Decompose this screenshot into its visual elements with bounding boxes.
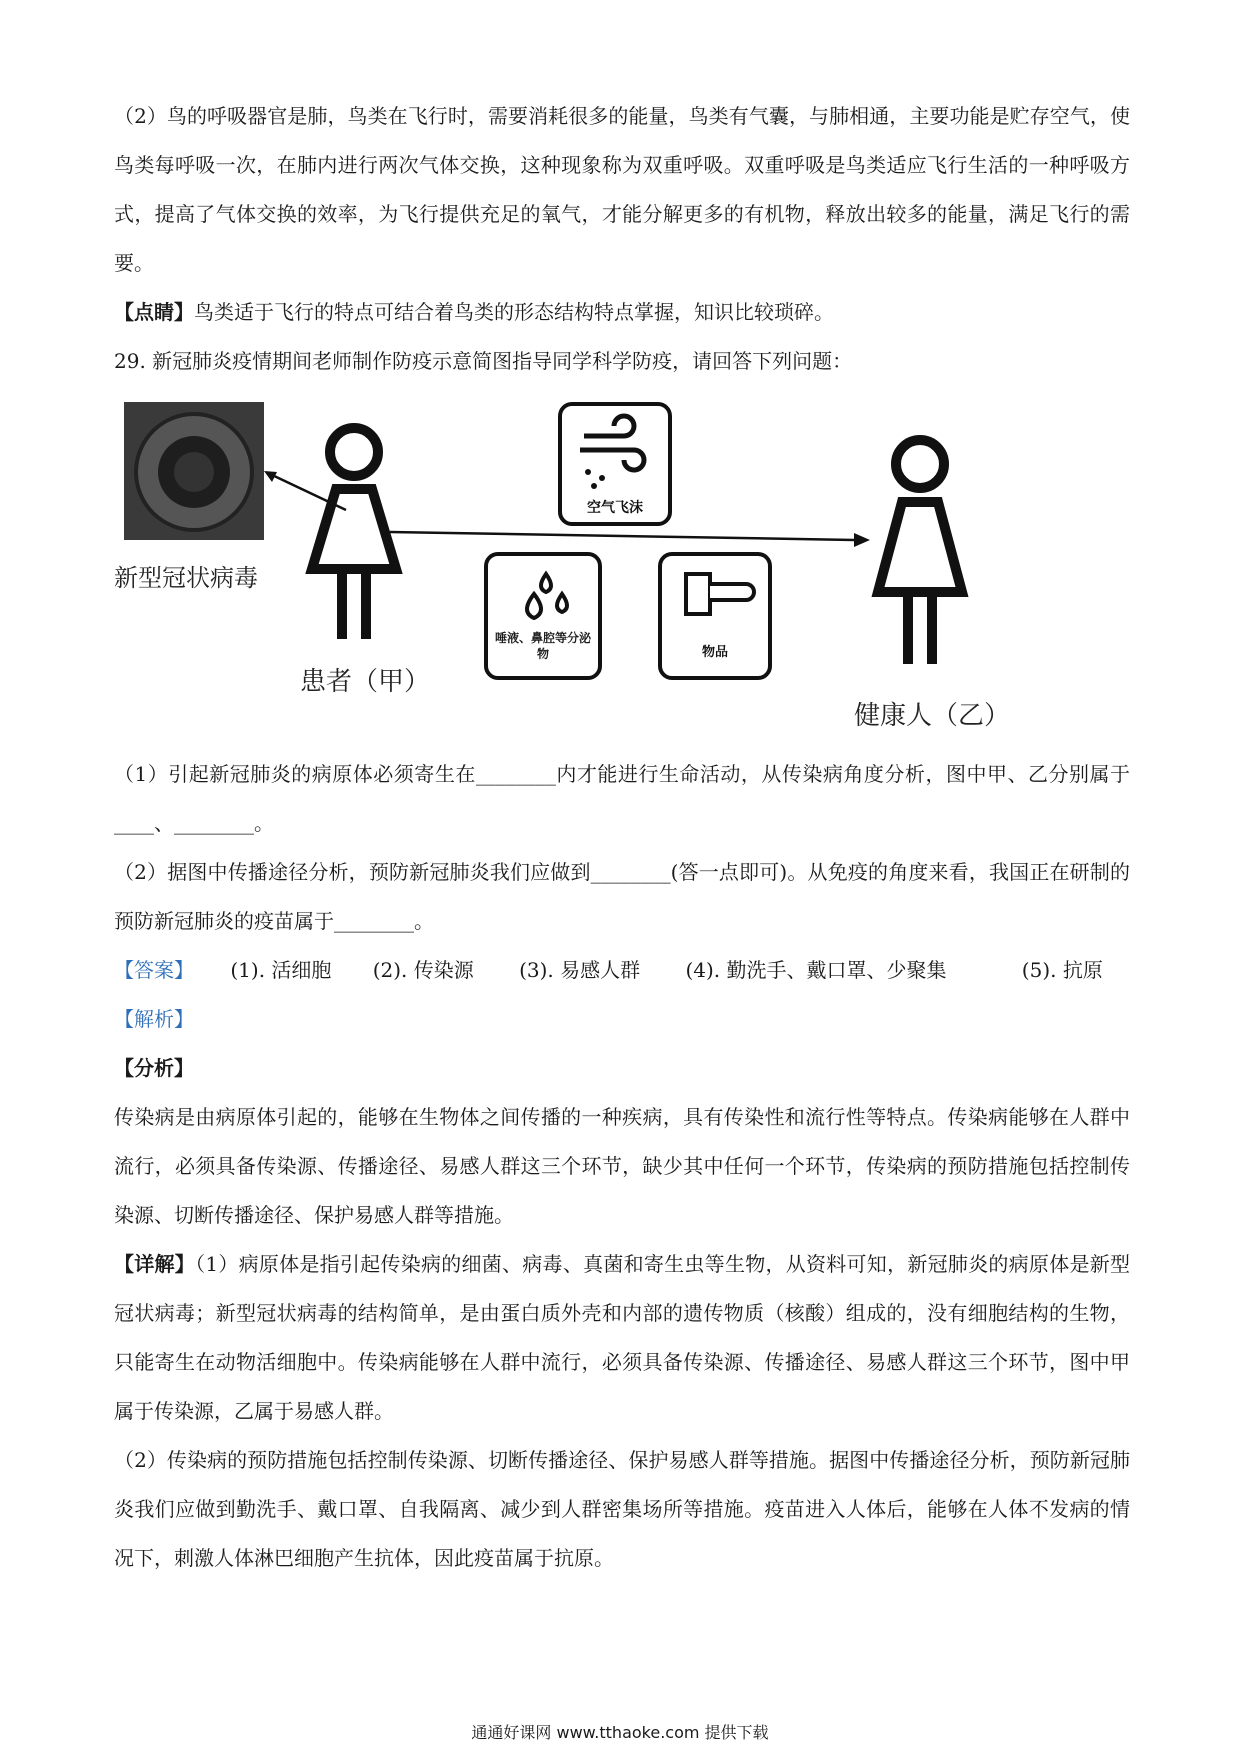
answer-3: (3). 易感人群 (519, 958, 641, 982)
answer-label: 【答案】 (114, 958, 194, 982)
virus-label: 新型冠状病毒 (114, 564, 258, 592)
arrow-to-healthy (390, 532, 854, 540)
object-route-label: 物品 (701, 645, 729, 660)
q28-tip (114, 288, 1130, 337)
virus-image (124, 402, 264, 540)
tip-text: 鸟类适于飞行的特点可结合着鸟类的形态结构特点掌握，知识比较琐碎。 (194, 300, 834, 324)
tip-label: 【点睛】 (114, 300, 194, 324)
arrow-head-healthy (854, 533, 870, 547)
detail-1-para (114, 1240, 1130, 1436)
healthy-label: 健康人（乙） (854, 701, 1011, 731)
healthy-figure (878, 440, 962, 664)
answer-4: (4). 勤洗手、戴口罩、少聚集 (685, 958, 947, 982)
air-route-label: 空气飞沫 (587, 500, 643, 516)
fenxi-label: 【分析】 (114, 1056, 194, 1080)
answer-2: (2). 传染源 (372, 958, 474, 982)
answer-row (114, 946, 1130, 995)
detail-2: （2）传染病的预防措施包括控制传染源、切断传播途径、保护易感人群等措施。据图中传播途径分析，预防新冠肺炎我们应做到勤洗手、戴口罩、自我隔离、减少到人群密集场所等措施。疫苗进入人体后，能够在人体不发病的情况下，刺激人体淋巴细胞产生抗体，因此疫苗属于抗原。 (114, 1448, 1130, 1570)
epidemic-diagram (114, 394, 1130, 744)
page-footer: 通通好课网 www.tthaoke.com 提供下载 (471, 1723, 769, 1742)
analysis-label: 【解析】 (114, 1007, 194, 1031)
fluid-route-label: 唾液、鼻腔等分泌物 (494, 631, 591, 661)
q29-stem: 29. 新冠肺炎疫情期间老师制作防疫示意简图指导同学科学防疫，请回答下列问题： (114, 349, 853, 373)
patient-label: 患者（甲） (300, 667, 431, 697)
patient-figure (312, 428, 396, 639)
fluid-label-wrap (490, 630, 596, 674)
q29-part1: （1）引起新冠肺炎的病原体必须寄生在________内才能进行生命活动，从传染病角度分析，图中甲、乙分别属于____、________。 (114, 762, 1130, 835)
fenxi-text: 传染病是由病原体引起的，能够在生物体之间传播的一种疾病，具有传染性和流行性等特点。传染病能够在人群中流行，必须具备传染源、传播途径、易感人群这三个环节，缺少其中任何一个环节，传染病的预防措施包括控制传染源、切断传播途径、保护易感人群等措施。 (114, 1105, 1130, 1227)
page-content (114, 92, 1130, 1583)
q29-part2: （2）据图中传播途径分析，预防新冠肺炎我们应做到________(答一点即可)。从免疫的角度来看，我国正在研制的预防新冠肺炎的疫苗属于________。 (114, 860, 1130, 933)
q28-part2: （2）鸟的呼吸器官是肺，鸟类在飞行时，需要消耗很多的能量，鸟类有气囊，与肺相通，主要功能是贮存空气，使鸟类每呼吸一次，在肺内进行两次气体交换，这种现象称为双重呼吸。双重呼吸是鸟类适应飞行生活的一种呼吸方式，提高了气体交换的效率，为飞行提供充足的氧气，才能分解更多的有机物，释放出较多的能量，满足飞行的需要。 (114, 104, 1130, 275)
detail-label: 【详解】 (114, 1252, 196, 1276)
diagram-svg (114, 394, 1130, 744)
answer-1: (1). 活细胞 (230, 958, 332, 982)
answer-5: (5). 抗原 (1021, 958, 1103, 982)
detail-1: （1）病原体是指引起传染病的细菌、病毒、真菌和寄生虫等生物，从资料可知，新冠肺炎的病原体是新型冠状病毒；新型冠状病毒的结构简单，是由蛋白质外壳和内部的遗传物质（核酸）组成的，没有细胞结构的生物，只能寄生在动物活细胞中。传染病能够在人群中流行，必须具备传染源、传播途径、易感人群这三个环节，图中甲属于传染源，乙属于易感人群。 (114, 1252, 1130, 1423)
